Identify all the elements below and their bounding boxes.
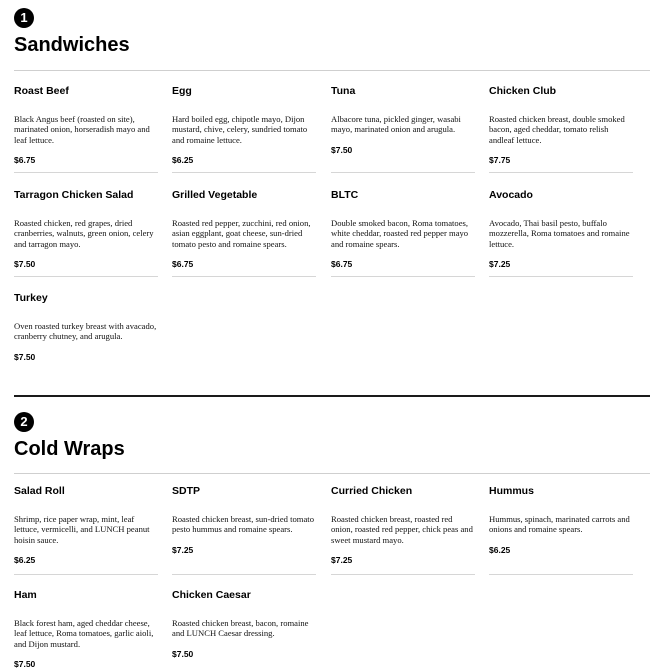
item-description: Black forest ham, aged cheddar cheese, leaf lettuce, Roma tomatoes, garlic aioli, and Dijon mustard. [14, 618, 154, 649]
item-price: $7.25 [489, 259, 511, 270]
item-price: $6.75 [172, 259, 194, 270]
section-title: Sandwiches [14, 34, 130, 56]
menu-item [14, 485, 158, 565]
item-description: Roasted chicken breast, bacon, romaine and LUNCH Caesar dressing. [172, 618, 309, 639]
menu-item [489, 85, 633, 165]
item-divider [331, 172, 475, 173]
item-divider [331, 574, 475, 575]
section-divider [14, 70, 650, 71]
item-name: Chicken Caesar [172, 589, 251, 601]
menu-item [331, 85, 475, 155]
item-price: $7.50 [14, 659, 36, 669]
item-description: Hard boiled egg, chipotle mayo, Dijon mustard, chive, celery, sundried tomato and romaine lettuce. [172, 114, 308, 145]
item-description: Black Angus beef (roasted on site), marinated onion, horseradish mayo and leaf lettuce. [14, 114, 150, 145]
item-description: Hummus, spinach, marinated carrots and onions and romaine spears. [489, 514, 630, 535]
item-price: $7.25 [172, 544, 194, 555]
item-description: Roasted chicken breast, sun-dried tomato pesto hummus and romaine spears. [172, 514, 314, 535]
item-name: Salad Roll [14, 485, 65, 497]
menu-item [172, 189, 316, 269]
item-name: Roast Beef [14, 85, 69, 97]
item-name: Egg [172, 85, 192, 97]
item-price: $7.50 [14, 351, 36, 362]
item-price: $7.25 [331, 555, 353, 566]
item-price: $6.25 [14, 555, 36, 566]
menu-item [172, 85, 316, 165]
item-description: Roasted chicken breast, roasted red onion, roasted red pepper, chick peas and sweet mustard mayo. [331, 514, 473, 545]
menu-item [172, 589, 316, 659]
item-name: Hummus [489, 485, 534, 497]
item-name: Curried Chicken [331, 485, 413, 497]
item-price: $6.25 [489, 544, 511, 555]
item-name: SDTP [172, 485, 201, 497]
item-price: $7.50 [14, 259, 36, 270]
item-divider [172, 574, 316, 575]
menu-item [14, 85, 158, 165]
item-description: Shrimp, rice paper wrap, mint, leaf lettuce, vermicelli, and LUNCH peanut hoisin sauce. [14, 514, 150, 545]
menu-item [489, 189, 633, 269]
item-name: Ham [14, 589, 37, 601]
item-divider [489, 574, 633, 575]
item-divider [172, 172, 316, 173]
menu-item [14, 292, 158, 362]
item-divider [172, 276, 316, 277]
item-divider [489, 276, 633, 277]
item-divider [14, 276, 158, 277]
section-number-badge: 1 [14, 8, 34, 28]
item-price: $7.50 [172, 648, 194, 659]
item-description: Roasted chicken breast, double smoked bacon, aged cheddar, tomato relish andleaf lettuce. [489, 114, 625, 145]
item-price: $6.75 [331, 259, 353, 270]
item-description: Double smoked bacon, Roma tomatoes, white cheddar, roasted red pepper mayo and romaine spears. [331, 218, 469, 249]
item-price: $7.50 [331, 144, 353, 155]
item-name: Tarragon Chicken Salad [14, 189, 134, 201]
item-description: Avocado, Thai basil pesto, buffalo mozzerella, Roma tomatoes and romaine lettuce. [489, 218, 630, 249]
item-price: $6.75 [14, 155, 36, 166]
item-description: Albacore tuna, pickled ginger, wasabi mayo, marinated onion and arugula. [331, 114, 461, 135]
section-separator [14, 395, 650, 397]
item-divider [489, 172, 633, 173]
item-description: Roasted chicken, red grapes, dried cranberries, walnuts, green onion, celery and tarragon mayo. [14, 218, 154, 249]
menu-item [489, 485, 633, 555]
menu-item [172, 485, 316, 555]
item-name: Turkey [14, 292, 48, 304]
section-title: Cold Wraps [14, 438, 125, 460]
item-price: $7.75 [489, 155, 511, 166]
item-divider [14, 574, 158, 575]
item-description: Oven roasted turkey breast with avacado, cranberry chutney, and arugula. [14, 321, 157, 342]
menu-item [331, 485, 475, 565]
menu-item [14, 589, 158, 669]
item-divider [331, 276, 475, 277]
item-description: Roasted red pepper, zucchini, red onion, asian eggplant, goat cheese, sun-dried tomato pesto and romaine spears. [172, 218, 311, 249]
item-name: Grilled Vegetable [172, 189, 258, 201]
menu-item [331, 189, 475, 269]
item-name: Chicken Club [489, 85, 557, 97]
item-name: Tuna [331, 85, 356, 97]
item-name: Avocado [489, 189, 533, 201]
item-price: $6.25 [172, 155, 194, 166]
item-name: BLTC [331, 189, 359, 201]
section-number-badge: 2 [14, 412, 34, 432]
section-divider [14, 473, 650, 474]
menu-item [14, 189, 158, 269]
item-divider [14, 172, 158, 173]
